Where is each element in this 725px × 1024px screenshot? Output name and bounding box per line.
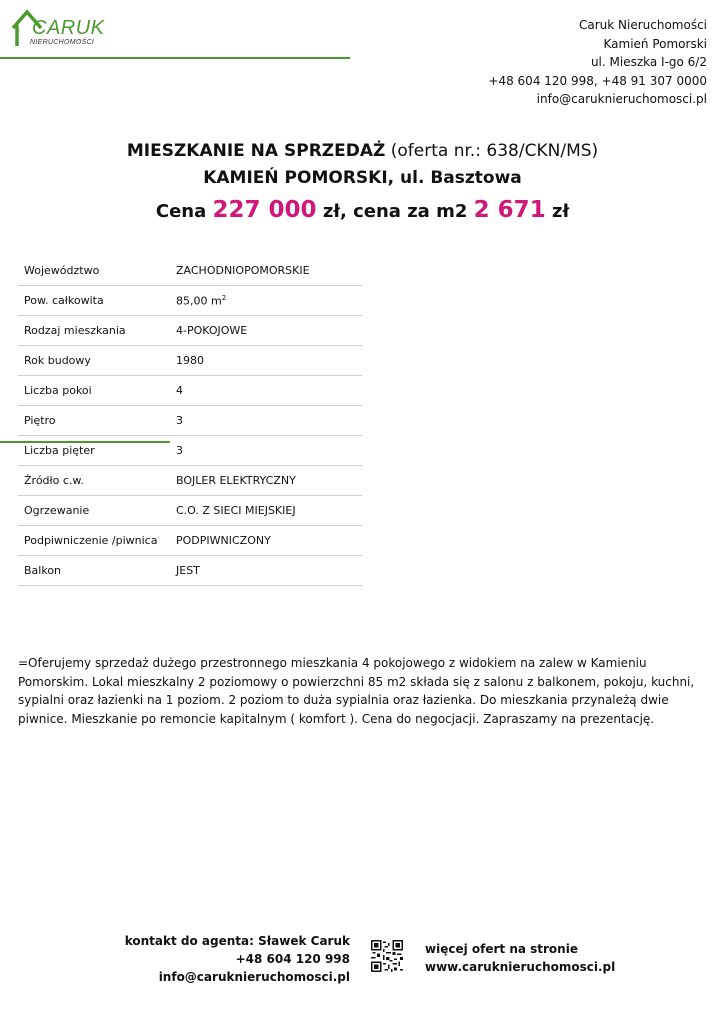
- parameter-label: Województwo: [18, 256, 170, 286]
- parameters-table: [18, 256, 362, 586]
- website-link[interactable]: www.caruknieruchomosci.pl: [425, 960, 616, 974]
- listing-price-line: [0, 194, 725, 228]
- parameter-label: Rodzaj mieszkania: [18, 316, 170, 346]
- parameter-row: [18, 436, 362, 466]
- parameter-value: [170, 256, 362, 286]
- parameter-value-text: 1980: [176, 354, 204, 367]
- parameter-label: Liczba pokoi: [18, 376, 170, 406]
- agent-email[interactable]: info@caruknieruchomosci.pl: [158, 970, 350, 984]
- parameter-value: [170, 496, 362, 526]
- parameter-row: [18, 376, 362, 406]
- parameter-label: Pow. całkowita: [18, 286, 170, 316]
- parameter-value-text: 4: [176, 384, 183, 397]
- more-offers-label: więcej ofert na stronie: [425, 942, 578, 956]
- parameter-label: Liczba pięter: [18, 436, 170, 466]
- agent-contact: [125, 932, 350, 986]
- parameter-value-text: JEST: [176, 564, 200, 577]
- parameter-value: [170, 466, 362, 496]
- company-street: ul. Mieszka I-go 6/2: [590, 55, 707, 69]
- parameter-row: [18, 406, 362, 436]
- parameter-label: Ogrzewanie: [18, 496, 170, 526]
- header-divider: [0, 57, 350, 59]
- price-currency: zł, cena za m2: [322, 201, 468, 222]
- offer-number: (oferta nr.: 638/CKN/MS): [390, 141, 599, 161]
- company-logo: [10, 8, 120, 52]
- parameter-label: Rok budowy: [18, 346, 170, 376]
- price-label: Cena: [155, 201, 207, 222]
- listing-location: KAMIEŃ POMORSKI, ul. Basztowa: [203, 168, 522, 188]
- listing-title: [0, 138, 725, 228]
- parameter-row: [18, 466, 362, 496]
- parameter-value: [170, 436, 362, 466]
- parameter-value: [170, 406, 362, 436]
- parameter-label: Balkon: [18, 556, 170, 586]
- parameter-value-text: 3: [176, 444, 183, 457]
- parameter-row: [18, 496, 362, 526]
- parameter-value-text: 85,00 m: [176, 294, 222, 308]
- parameter-row: [18, 526, 362, 556]
- parameter-row: [18, 316, 362, 346]
- company-info: [488, 16, 707, 109]
- parameter-row: [18, 556, 362, 586]
- parameter-value-text: 4-POKOJOWE: [176, 324, 248, 337]
- parameter-label: Piętro: [18, 406, 170, 436]
- parameter-value-text: BOJLER ELEKTRYCZNY: [176, 474, 296, 487]
- unit-superscript: 2: [221, 293, 227, 302]
- parameter-value: [170, 346, 362, 376]
- parameter-value: [170, 526, 362, 556]
- price-per-m2-currency: zł: [551, 201, 570, 222]
- parameter-label: Źródło c.w.: [18, 466, 170, 496]
- company-email[interactable]: info@caruknieruchomosci.pl: [536, 92, 707, 106]
- listing-heading: [0, 138, 725, 164]
- parameter-row: [18, 346, 362, 376]
- company-city: Kamień Pomorski: [603, 36, 707, 51]
- green-accent-line: [0, 441, 170, 443]
- agent-name: kontakt do agenta: Sławek Caruk: [124, 934, 350, 948]
- parameter-value: [170, 286, 362, 316]
- price-value: 227 000: [212, 197, 317, 223]
- company-name: Caruk Nieruchomości: [578, 18, 707, 32]
- parameter-value: [170, 556, 362, 586]
- agent-phone: +48 604 120 998: [235, 952, 350, 966]
- listing-description: =Oferujemy sprzedaż dużego przestronnego mieszkania 4 pokojowego z widokiem na zalew w Kamieniu Pomorskim. Lokal mieszkalny 2 poziomowy o powierzchni 85 m2 składa się z salonu z balkonem, pokoju, kuchni, sypialni oraz łazienki na 1 poziom. 2 poziom to duża sypialnia oraz łazienka. Do mieszkania przynależą dwie piwnice. Mieszkanie po remoncie kapitalnym ( komfort ). Cena do negocjacji. Zapraszamy na prezentację.: [18, 656, 695, 726]
- price-per-m2-value: 2 671: [473, 197, 546, 223]
- company-phones: +48 604 120 998, +48 91 307 0000: [488, 73, 707, 88]
- logo-wordmark: CARUK: [32, 17, 105, 39]
- parameter-value: [170, 376, 362, 406]
- listing-type: MIESZKANIE NA SPRZEDAŻ: [126, 141, 386, 161]
- more-offers: [425, 940, 615, 976]
- parameter-value: [170, 316, 362, 346]
- parameter-label: Podpiwniczenie /piwnica: [18, 526, 170, 556]
- logo-subtitle: NIERUCHOMOŚCI: [30, 39, 95, 46]
- parameter-value-text: 3: [176, 414, 183, 427]
- parameter-value-text: ZACHODNIOPOMORSKIE: [176, 264, 310, 277]
- parameter-value-text: PODPIWNICZONY: [176, 534, 271, 547]
- parameter-row: [18, 286, 362, 316]
- parameter-row: [18, 256, 362, 286]
- qr-code-icon: [371, 940, 403, 972]
- parameter-value-text: C.O. Z SIECI MIEJSKIEJ: [176, 504, 296, 517]
